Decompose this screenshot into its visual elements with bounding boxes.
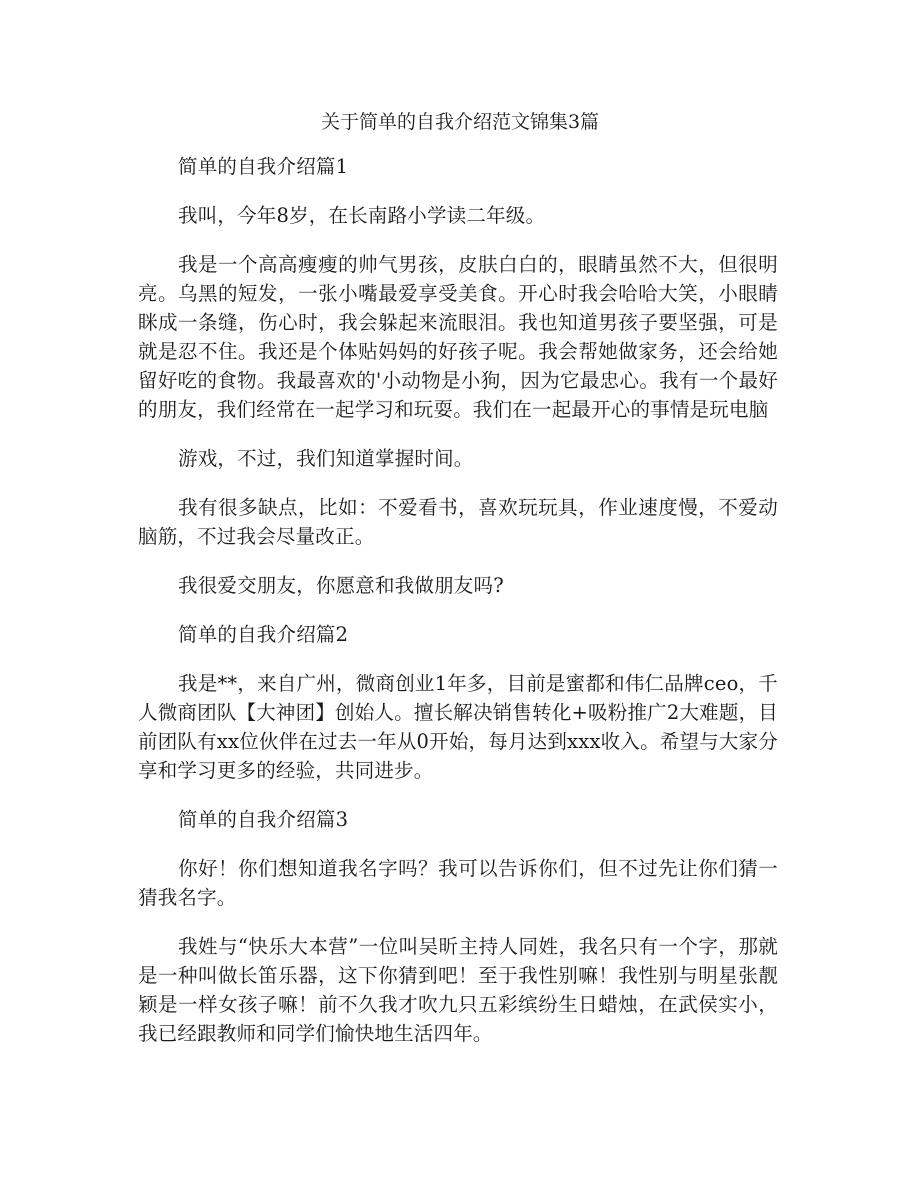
paragraph: 你好！你们想知道我名字吗？我可以告诉你们，但不过先让你们猜一猜我名字。 [138,857,778,909]
paragraph: 我很爱交朋友，你愿意和我做朋友吗? [178,574,504,597]
document-body [138,152,778,1068]
section-heading-1: 简单的自我介绍篇1 [178,155,349,178]
paragraph: 游戏，不过，我们知道掌握时间。 [178,447,474,470]
document-title: 关于简单的自我介绍范文锦集3篇 [320,111,600,133]
paragraph: 我姓与“快乐大本营”一位叫吴昕主持人同姓，我名只有一个字，那就是一种叫做长笛乐器，这下你猜到吧！至于我性别嘛！我性别与明星张靓颖是一样女孩子嘛！前不久我才吹九只五彩缤纷生日蜡烛，在武侯实小，我已经跟教师和同学们愉快地生活四年。 [138,935,778,1045]
section-heading-3: 简单的自我介绍篇3 [178,808,349,831]
paragraph: 我是**，来自广州，微商创业1年多，目前是蜜都和伟仁品牌ceo，千人微商团队【大神团】创始人。擅长解决销售转化+吸粉推广2大难题，目前团队有xx位伙伴在过去一年从0开始，每月达到xxx收入。希望与大家分享和学习更多的经验，共同进步。 [138,672,778,782]
section-heading-2: 简单的自我介绍篇2 [178,623,349,646]
paragraph: 我有很多缺点，比如：不爱看书，喜欢玩玩具，作业速度慢，不爱动脑筋，不过我会尽量改正。 [138,496,778,548]
paragraph: 我是一个高高瘦瘦的帅气男孩，皮肤白白的，眼睛虽然不大，但很明亮。乌黑的短发，一张小嘴最爱享受美食。开心时我会哈哈大笑，小眼睛眯成一条缝，伤心时，我会躲起来流眼泪。我也知道男孩子要坚强，可是就是忍不住。我还是个体贴妈妈的好孩子呢。我会帮她做家务，还会给她留好吃的食物。我最喜欢的'小动物是小狗，因为它最忠心。我有一个最好的朋友，我们经常在一起学习和玩耍。我们在一起最开心的事情是玩电脑 [138,253,778,421]
paragraph: 我叫，今年8岁，在长南路小学读二年级。 [178,204,546,227]
